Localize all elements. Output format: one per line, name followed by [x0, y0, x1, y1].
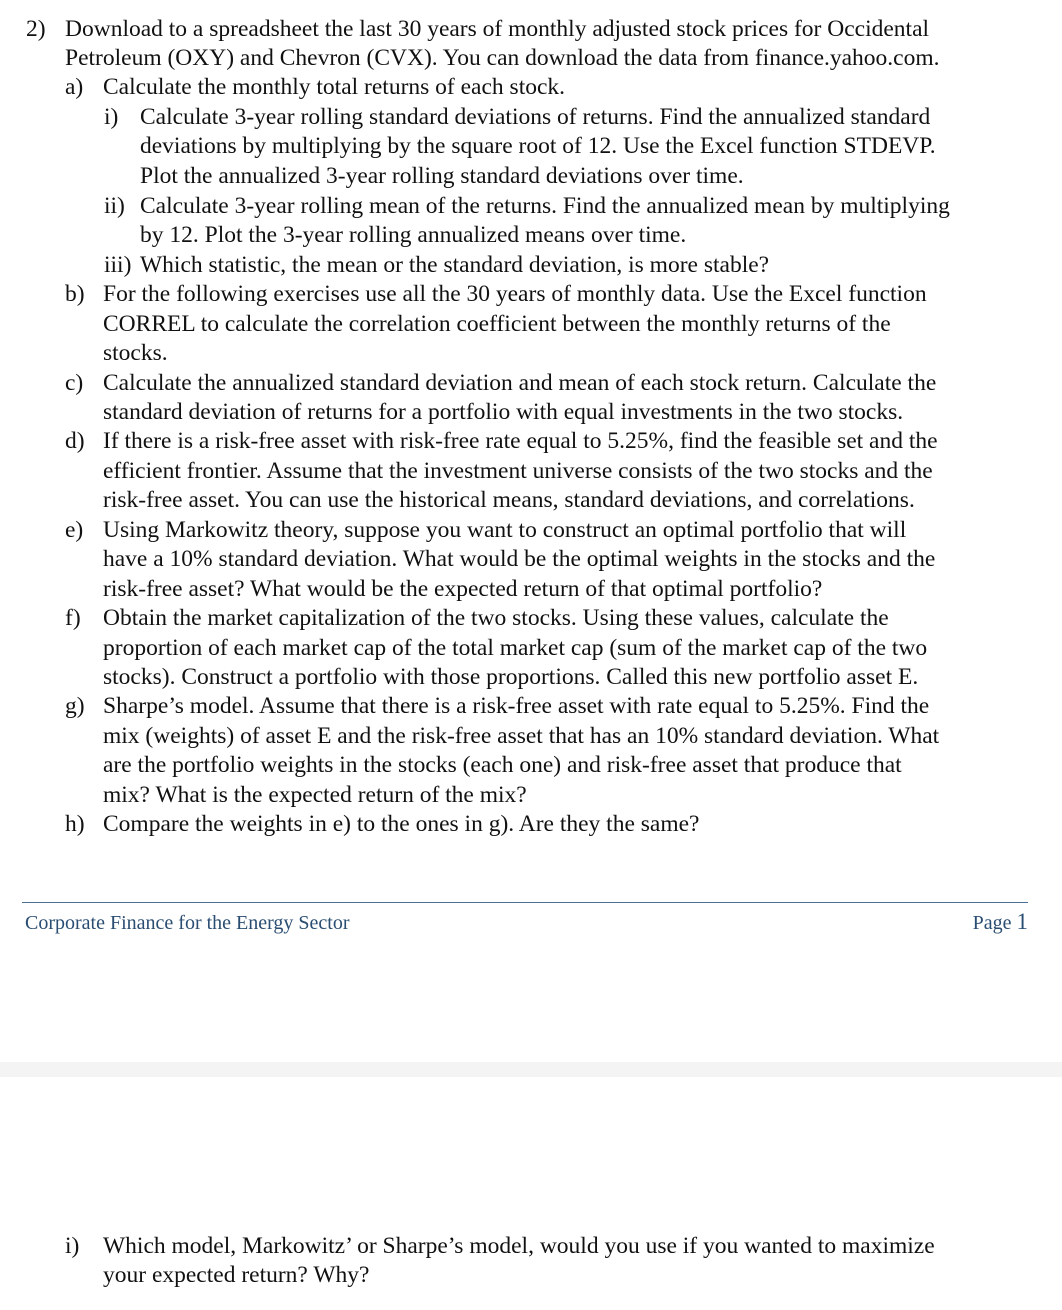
part-e-line-1: Using Markowitz theory, suppose you want to construct an optimal portfolio that will — [103, 517, 907, 543]
part-e-marker: e) — [65, 517, 84, 543]
part-c-line-1: Calculate the annualized standard deviation and mean of each stock return. Calculate the — [103, 370, 937, 396]
part-h-marker: h) — [65, 811, 85, 837]
question-line-1: Download to a spreadsheet the last 30 years of monthly adjusted stock prices for Occidental — [65, 16, 930, 42]
part-a-iii-line-1: Which statistic, the mean or the standard deviation, is more stable? — [140, 252, 770, 278]
part-g-line-1: Sharpe’s model. Assume that there is a risk-free asset with rate equal to 5.25%. Find the — [103, 693, 930, 719]
page-2 — [0, 1077, 1062, 1310]
part-b-line-1: For the following exercises use all the 30 years of monthly data. Use the Excel function — [103, 281, 927, 307]
part-a-i-line-1: Calculate 3-year rolling standard deviations of returns. Find the annualized standard — [140, 104, 931, 130]
part-e-line-3: risk-free asset? What would be the expected return of that optimal portfolio? — [103, 576, 823, 602]
part-a-ii-line-2: by 12. Plot the 3-year rolling annualized means over time. — [140, 222, 687, 248]
part-f-line-3: stocks). Construct a portfolio with those proportions. Called this new portfolio asset E. — [103, 664, 919, 690]
part-a-marker: a) — [65, 74, 84, 100]
part-g-line-2: mix (weights) of asset E and the risk-free asset that has an 10% standard deviation. What — [103, 723, 940, 749]
page-label: Page — [972, 912, 1012, 934]
part-a-i-line-2: deviations by multiplying by the square root of 12. Use the Excel function STDEVP. — [140, 133, 936, 159]
part-a-i-line-3: Plot the annualized 3-year rolling standard deviations over time. — [140, 163, 744, 189]
footer-title: Corporate Finance for the Energy Sector — [25, 912, 350, 934]
part-b-line-3: stocks. — [103, 340, 168, 366]
part-d-line-2: efficient frontier. Assume that the investment universe consists of the two stocks and the — [103, 458, 933, 484]
part-g-line-3: are the portfolio weights in the stocks (each one) and risk-free asset that produce that — [103, 752, 902, 778]
part-c-line-2: standard deviation of returns for a portfolio with equal investments in the two stocks. — [103, 399, 904, 425]
part-i-line-2: your expected return? Why? — [103, 1262, 370, 1288]
part-g-marker: g) — [65, 693, 85, 719]
part-a-ii-marker: ii) — [104, 193, 125, 219]
part-i-marker: i) — [65, 1233, 80, 1259]
part-c-marker: c) — [65, 370, 84, 396]
part-h-line-1: Compare the weights in e) to the ones in g). Are they the same? — [103, 811, 700, 837]
part-f-line-1: Obtain the market capitalization of the two stocks. Using these values, calculate the — [103, 605, 889, 631]
part-i-line-1: Which model, Markowitz’ or Sharpe’s model, would you use if you wanted to maximize — [103, 1233, 935, 1259]
part-d-line-1: If there is a risk-free asset with risk-free rate equal to 5.25%, find the feasible set and the — [103, 428, 938, 454]
question-number: 2) — [26, 16, 46, 42]
part-a-i-marker: i) — [104, 104, 119, 130]
page-number: 1 — [1016, 909, 1028, 934]
question-line-2: Petroleum (OXY) and Chevron (CVX). You can download the data from finance.yahoo.com. — [65, 45, 940, 71]
part-b-line-2: CORREL to calculate the correlation coefficient between the monthly returns of the — [103, 311, 891, 337]
part-d-line-3: risk-free asset. You can use the historical means, standard deviations, and correlations. — [103, 487, 915, 513]
part-a-ii-line-1: Calculate 3-year rolling mean of the returns. Find the annualized mean by multiplying — [140, 193, 950, 219]
part-f-marker: f) — [65, 605, 81, 631]
part-a-line-1: Calculate the monthly total returns of each stock. — [103, 74, 566, 100]
part-b-marker: b) — [65, 281, 85, 307]
part-d-marker: d) — [65, 428, 85, 454]
part-a-iii-marker: iii) — [104, 252, 132, 278]
footer-divider — [22, 902, 1028, 903]
footer-page-number — [973, 908, 1028, 937]
part-f-line-2: proportion of each market cap of the total market cap (sum of the market cap of the two — [103, 635, 928, 661]
part-g-line-4: mix? What is the expected return of the mix? — [103, 782, 527, 808]
part-e-line-2: have a 10% standard deviation. What would be the optimal weights in the stocks and the — [103, 546, 936, 572]
